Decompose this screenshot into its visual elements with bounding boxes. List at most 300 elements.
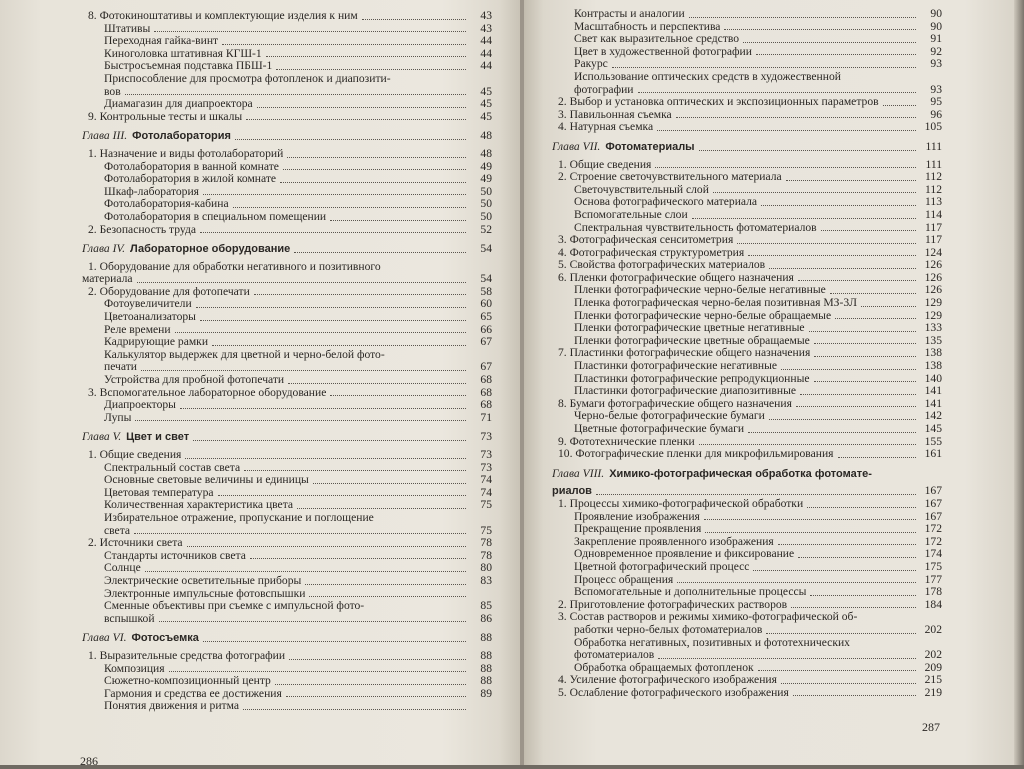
toc-entry-title: Светочувствительный слой	[574, 183, 709, 196]
toc-page-number: 50	[480, 209, 492, 223]
chapter-heading-text	[82, 130, 231, 143]
toc-entry	[82, 336, 492, 349]
dot-leader	[257, 107, 466, 108]
toc-entry-title: фотоматериалов	[574, 649, 655, 662]
dot-leader	[699, 150, 916, 151]
toc-entry-title: Вспомогательные и дополнительные процессы	[574, 586, 807, 599]
toc-entry-title: вов	[104, 85, 121, 98]
toc-entry-title: Цветные фотографические бумаги	[574, 423, 745, 435]
dot-leader	[821, 230, 916, 231]
chapter-label: Глава IV.	[82, 243, 125, 256]
toc-page-number: 124	[924, 245, 942, 259]
toc-entry	[82, 298, 492, 311]
toc-entry-title: Пленки фотографические черно-белые негативные	[574, 284, 826, 297]
toc-entry-title: печати	[104, 361, 138, 374]
toc-entry	[552, 322, 942, 335]
dot-leader	[193, 440, 466, 441]
dot-leader	[203, 641, 466, 642]
toc-page-number: 75	[480, 498, 492, 512]
chapter-title: Химико-фотографическая обработка фотомате-	[609, 467, 872, 480]
toc-entry-title: Понятия движения и ритма	[104, 700, 240, 713]
dot-leader	[137, 282, 467, 283]
dot-leader	[330, 395, 466, 396]
toc-entry-title: Фотолаборатория в специальном помещении	[104, 210, 327, 223]
toc-entry	[552, 21, 942, 34]
toc-page-number: 68	[480, 385, 492, 399]
dot-leader	[655, 167, 916, 168]
toc-entry-title: Переходная гайка-винт	[104, 35, 219, 48]
dot-leader	[809, 331, 916, 332]
toc-entry	[82, 261, 492, 274]
toc-page-number: 174	[924, 547, 942, 561]
toc-entry-title: 6. Пленки фотографические общего назначения	[558, 271, 794, 284]
toc-entry	[82, 588, 492, 601]
toc-entry	[82, 10, 492, 23]
toc-entry	[552, 511, 942, 524]
toc-entry	[82, 462, 492, 475]
toc-entry-title: 2. Приготовление фотографических растворов	[558, 598, 788, 611]
toc-page-number: 52	[480, 222, 492, 236]
toc-entry	[82, 650, 492, 663]
toc-entry-title: 2. Оборудование для фотопечати	[88, 285, 250, 298]
dot-leader	[810, 595, 916, 596]
dot-leader	[275, 684, 466, 685]
toc-entry	[552, 599, 942, 612]
dot-leader	[175, 332, 466, 333]
toc-page-number: 117	[925, 233, 942, 247]
dot-leader	[203, 194, 466, 195]
toc-entry-title: Цветоанализаторы	[104, 311, 196, 324]
toc-page-number: 202	[924, 622, 942, 636]
dot-leader	[704, 519, 916, 520]
toc-page-number: 172	[924, 534, 942, 548]
toc-page-number: 141	[924, 384, 942, 398]
dot-leader	[758, 670, 916, 671]
toc-entry-title: Диамагазин для диапроектора	[104, 98, 253, 111]
dot-leader	[835, 318, 916, 319]
toc-entry	[552, 611, 942, 624]
dot-leader	[246, 119, 466, 120]
chapter-heading-text	[552, 141, 695, 154]
toc-entry	[552, 234, 942, 247]
toc-entry-title: 2. Строение светочувствительного материала	[558, 171, 782, 184]
chapter-heading-text	[82, 243, 290, 256]
chapter-heading-text	[82, 431, 189, 444]
toc-page-number: 88	[480, 674, 492, 688]
dot-leader	[676, 117, 916, 118]
toc-page-number: 71	[480, 410, 492, 424]
toc-page-number: 91	[930, 32, 942, 46]
chapter-title: Цвет и свет	[126, 431, 190, 444]
toc-entry	[552, 687, 942, 700]
dot-leader	[791, 607, 916, 608]
toc-entry-title: 1. Выразительные средства фотографии	[88, 649, 286, 662]
toc-entry	[552, 347, 942, 360]
toc-entry	[82, 324, 492, 337]
toc-page-number: 50	[480, 184, 492, 198]
toc-entry-title: 1. Общие сведения	[558, 158, 652, 171]
toc-entry	[552, 171, 942, 184]
toc-entry	[82, 311, 492, 324]
dot-leader	[159, 621, 466, 622]
toc-entry-title: Цветной фотографический процесс	[574, 560, 750, 573]
dot-leader	[743, 42, 916, 43]
toc-entry	[552, 159, 942, 172]
toc-entry	[552, 624, 942, 637]
toc-page-number: 167	[924, 496, 942, 510]
toc-entry	[552, 448, 942, 461]
toc-entry-title: Пленки фотографические цветные негативные	[574, 322, 805, 335]
toc-entry	[552, 423, 942, 436]
toc-entry	[82, 700, 492, 713]
toc-entry	[552, 536, 942, 549]
toc-page-number: 68	[480, 398, 492, 412]
toc-entry-title: Пленки фотографические черно-белые обращаемые	[574, 309, 832, 322]
toc-entry	[82, 412, 492, 425]
dot-leader	[185, 458, 466, 459]
toc-page-number: 45	[480, 97, 492, 111]
toc-entry-title: Реле времени	[104, 323, 171, 336]
toc-list-right	[552, 8, 942, 699]
toc-entry-title: 4. Усиление фотографического изображения	[558, 674, 777, 687]
toc-entry	[552, 184, 942, 197]
toc-entry-title: 1. Процессы химико-фотографической обработки	[558, 497, 804, 510]
toc-entry-title: 5. Свойства фотографических материалов	[558, 259, 766, 272]
toc-entry	[552, 222, 942, 235]
toc-entry-title: Сменные объективы при съемке с импульсной фото-	[104, 600, 365, 613]
dot-leader	[254, 294, 466, 295]
toc-entry-title: Пленки фотографические цветные обращаемые	[574, 334, 810, 347]
toc-entry-title: Вспомогательные слои	[574, 208, 688, 221]
toc-page-number: 140	[924, 371, 942, 385]
toc-chapter-heading	[552, 468, 942, 481]
toc-entry	[552, 46, 942, 59]
dot-leader	[781, 683, 916, 684]
toc-entry-title: Количественная характеристика цвета	[104, 499, 294, 512]
toc-entry	[552, 360, 942, 373]
toc-entry-title: Устройства для пробной фотопечати	[104, 374, 285, 387]
book-edge-right	[1014, 0, 1024, 765]
toc-page-number: 75	[480, 523, 492, 537]
toc-page-number: 161	[924, 447, 942, 461]
toc-entry-title: 5. Ослабление фотографического изображения	[558, 686, 789, 699]
toc-page-number: 111	[925, 139, 942, 153]
toc-entry-title: Процесс обращения	[574, 573, 674, 586]
toc-entry-title: Фотолаборатория в жилой комнате	[104, 173, 277, 186]
toc-entry	[82, 86, 492, 99]
toc-entry-title: 9. Контрольные тесты и шкалы	[88, 110, 243, 123]
dot-leader	[297, 508, 466, 509]
dot-leader	[243, 709, 466, 710]
toc-entry-title: 7. Пластинки фотографические общего назначения	[558, 347, 811, 360]
toc-entry-title: 1. Оборудование для обработки негативного и позитивного	[88, 260, 381, 273]
toc-chapter-heading	[82, 431, 492, 444]
toc-list-left	[82, 10, 492, 713]
toc-page-number: 112	[925, 182, 942, 196]
toc-entry-title: 4. Фотографическая структурометрия	[558, 246, 745, 259]
toc-entry-title: Использование оптических средств в художественной	[574, 70, 841, 83]
toc-page-number: 126	[924, 270, 942, 284]
chapter-label: Глава III.	[82, 130, 128, 143]
toc-entry	[552, 121, 942, 134]
dot-leader	[838, 457, 916, 458]
toc-entry	[82, 286, 492, 299]
toc-page-number: 67	[480, 335, 492, 349]
toc-page-number: 129	[924, 296, 942, 310]
dot-leader	[187, 546, 466, 547]
dot-leader	[769, 419, 916, 420]
toc-entry	[82, 399, 492, 412]
toc-entry-title: 8. Фотокиноштативы и комплектующие изделия к ним	[88, 10, 358, 22]
toc-page-number: 48	[480, 146, 492, 160]
toc-page-number: 73	[480, 430, 492, 444]
dot-leader	[330, 220, 466, 221]
toc-entry-title: материала	[82, 273, 133, 286]
toc-page-number: 167	[924, 509, 942, 523]
dot-leader	[244, 470, 466, 471]
toc-page-number: 129	[924, 308, 942, 322]
toc-entry-title: Пленка фотографическая черно-белая позитивная МЗ-3Л	[574, 297, 857, 310]
toc-entry-title: Цвет в художественной фотографии	[574, 45, 752, 58]
dot-leader	[134, 533, 466, 534]
toc-entry	[552, 196, 942, 209]
toc-entry	[82, 35, 492, 48]
toc-page-number: 172	[924, 522, 942, 536]
toc-page-number: 113	[925, 195, 942, 209]
toc-entry	[82, 148, 492, 161]
toc-entry-title: Избирательное отражение, пропускание и поглощение	[104, 511, 374, 524]
dot-leader	[287, 157, 466, 158]
dot-leader	[814, 343, 916, 344]
dot-leader	[793, 695, 916, 696]
toc-entry	[552, 310, 942, 323]
toc-entry-title: Стандарты источников света	[104, 549, 246, 562]
toc-entry-title: 3. Вспомогательное лабораторное оборудование	[88, 386, 327, 399]
toc-entry-title: Кадрирующие рамки	[104, 336, 209, 349]
toc-page-number: 43	[480, 9, 492, 22]
toc-entry-title: Прекращение проявления	[574, 523, 702, 536]
dot-leader	[713, 192, 916, 193]
dot-leader	[778, 544, 916, 545]
toc-entry-title: 1. Назначение и виды фотолабораторий	[88, 147, 284, 160]
toc-page-number: 184	[924, 597, 942, 611]
dot-leader	[657, 130, 916, 131]
toc-entry	[552, 561, 942, 574]
toc-page-number: 105	[924, 120, 942, 134]
toc-page-number: 92	[930, 44, 942, 58]
toc-page-number: 155	[924, 434, 942, 448]
dot-leader	[288, 383, 466, 384]
toc-entry	[552, 436, 942, 449]
toc-entry	[82, 48, 492, 61]
toc-entry	[552, 33, 942, 46]
toc-entry	[82, 387, 492, 400]
toc-page-number: 88	[480, 648, 492, 662]
toc-entry	[82, 688, 492, 701]
toc-page-number: 88	[480, 661, 492, 675]
toc-entry-title: Спектральная чувствительность фотоматериалов	[574, 221, 817, 234]
dot-leader	[724, 29, 916, 30]
toc-page-number: 142	[924, 409, 942, 423]
toc-page-number: 167	[924, 484, 942, 498]
toc-page-number: 44	[480, 34, 492, 48]
toc-page-number: 177	[924, 572, 942, 586]
toc-entry-title: работки черно-белых фотоматериалов	[574, 623, 763, 636]
toc-page-number: 90	[930, 7, 942, 20]
toc-entry-title: Электрические осветительные приборы	[104, 574, 302, 587]
toc-entry	[552, 649, 942, 662]
toc-entry	[552, 58, 942, 71]
toc-entry	[82, 562, 492, 575]
chapter-heading-text	[82, 632, 199, 645]
toc-entry	[552, 498, 942, 511]
toc-entry-title: Основные световые величины и единицы	[104, 474, 309, 487]
chapter-heading-text	[552, 468, 872, 481]
toc-entry-title: Свет как выразительное средство	[574, 33, 740, 46]
toc-entry-title: Композиция	[104, 662, 165, 675]
toc-entry	[552, 674, 942, 687]
toc-entry	[82, 224, 492, 237]
toc-entry-title: Солнце	[104, 562, 141, 575]
dot-leader	[692, 218, 916, 219]
toc-entry-title: 4. Натурная съемка	[558, 121, 654, 134]
toc-entry-title: 10. Фотографические пленки для микрофильмирования	[558, 448, 834, 461]
toc-chapter-heading	[552, 141, 942, 154]
dot-leader	[769, 268, 916, 269]
dot-leader	[883, 105, 916, 106]
dot-leader	[200, 232, 466, 233]
toc-entry-title: 2. Источники света	[88, 537, 183, 550]
page-number-right: 287	[922, 720, 940, 734]
toc-page-number: 54	[480, 272, 492, 286]
toc-page-number: 86	[480, 611, 492, 625]
toc-entry	[82, 675, 492, 688]
dot-leader	[280, 182, 466, 183]
toc-entry	[82, 499, 492, 512]
toc-page-number: 141	[924, 396, 942, 410]
toc-chapter-heading	[82, 130, 492, 143]
toc-page-number: 49	[480, 172, 492, 186]
dot-leader	[800, 394, 916, 395]
toc-entry	[552, 335, 942, 348]
toc-entry	[82, 73, 492, 86]
dot-leader	[250, 558, 466, 559]
toc-entry	[552, 272, 942, 285]
toc-page-number: 202	[924, 648, 942, 662]
dot-leader	[276, 69, 466, 70]
toc-entry	[82, 349, 492, 362]
toc-page-number: 126	[924, 258, 942, 272]
dot-leader	[796, 406, 916, 407]
toc-page-number: 78	[480, 548, 492, 562]
toc-page-number: 93	[930, 57, 942, 71]
toc-entry	[82, 575, 492, 588]
toc-entry	[552, 662, 942, 675]
toc-entry-title: Контрасты и аналогии	[574, 8, 685, 20]
dot-leader	[786, 180, 916, 181]
chapter-title: Фотоматериалы	[605, 140, 695, 153]
toc-entry	[552, 284, 942, 297]
toc-page-number: 126	[924, 283, 942, 297]
toc-page-number: 88	[480, 631, 492, 645]
toc-page-number: 114	[925, 207, 942, 221]
toc-entry-title: Закрепление проявленного изображения	[574, 535, 774, 548]
toc-page-number: 117	[925, 220, 942, 234]
toc-entry-title: Штативы	[104, 22, 151, 35]
toc-entry-title: Фотоувеличители	[104, 298, 192, 311]
toc-page-number: 60	[480, 297, 492, 311]
toc-page-number: 78	[480, 536, 492, 550]
dot-leader	[748, 255, 916, 256]
toc-page-number: 96	[930, 107, 942, 121]
toc-entry	[552, 485, 942, 498]
dot-leader	[761, 205, 916, 206]
toc-entry-title: риалов	[552, 485, 592, 498]
chapter-label: Глава VII.	[552, 140, 601, 153]
toc-entry-title: Обработка обращаемых фотопленок	[574, 661, 754, 674]
toc-entry-title: Киноголовка штативная КГШ-1	[104, 47, 262, 60]
toc-entry	[82, 550, 492, 563]
toc-page-number: 111	[925, 157, 942, 171]
page-number-left: 286	[80, 754, 98, 768]
toc-page-number: 68	[480, 373, 492, 387]
toc-entry-title: Пластинки фотографические репродукционные	[574, 372, 810, 385]
chapter-label: Глава VIII.	[552, 467, 605, 480]
toc-page-number: 67	[480, 360, 492, 374]
toc-page-number: 43	[480, 21, 492, 35]
toc-entry-title: Фотолаборатория в ванной комнате	[104, 160, 279, 173]
chapter-title: Лабораторное оборудование	[129, 243, 291, 256]
toc-entry-title: 1. Общие сведения	[88, 449, 182, 461]
dot-leader	[748, 432, 916, 433]
toc-entry	[552, 574, 942, 587]
toc-entry	[82, 600, 492, 613]
toc-entry	[552, 373, 942, 386]
toc-entry	[82, 512, 492, 525]
dot-leader	[658, 658, 916, 659]
dot-leader	[705, 532, 916, 533]
dot-leader	[266, 56, 466, 57]
toc-page-number: 45	[480, 84, 492, 98]
toc-entry-title: Масштабность и перспектива	[574, 20, 721, 33]
toc-page-number: 138	[924, 359, 942, 373]
toc-page-number: 219	[924, 685, 942, 699]
dot-leader	[798, 557, 916, 558]
toc-entry	[82, 613, 492, 626]
toc-page-number: 50	[480, 197, 492, 211]
toc-entry-title: 2. Выбор и установка оптических и экспозиционных параметров	[558, 96, 879, 109]
toc-entry	[82, 474, 492, 487]
dot-leader	[861, 306, 916, 307]
toc-entry-title: Обработка негативных, позитивных и фототехнических	[574, 636, 850, 649]
dot-leader	[737, 243, 916, 244]
toc-entry	[552, 247, 942, 260]
dot-leader	[313, 483, 466, 484]
toc-page-number: 80	[480, 561, 492, 575]
toc-entry-title: Проявление изображения	[574, 510, 700, 523]
toc-entry	[552, 523, 942, 536]
dot-leader	[781, 369, 916, 370]
dot-leader	[766, 633, 916, 634]
toc-entry	[82, 111, 492, 124]
toc-entry-title: Быстросъемная подставка ПБШ-1	[104, 60, 273, 73]
toc-entry	[82, 449, 492, 462]
toc-page-number: 44	[480, 59, 492, 73]
toc-entry-title: Цветовая температура	[104, 486, 214, 499]
toc-page-number: 83	[480, 573, 492, 587]
dot-leader	[830, 293, 916, 294]
toc-page-number: 65	[480, 310, 492, 324]
